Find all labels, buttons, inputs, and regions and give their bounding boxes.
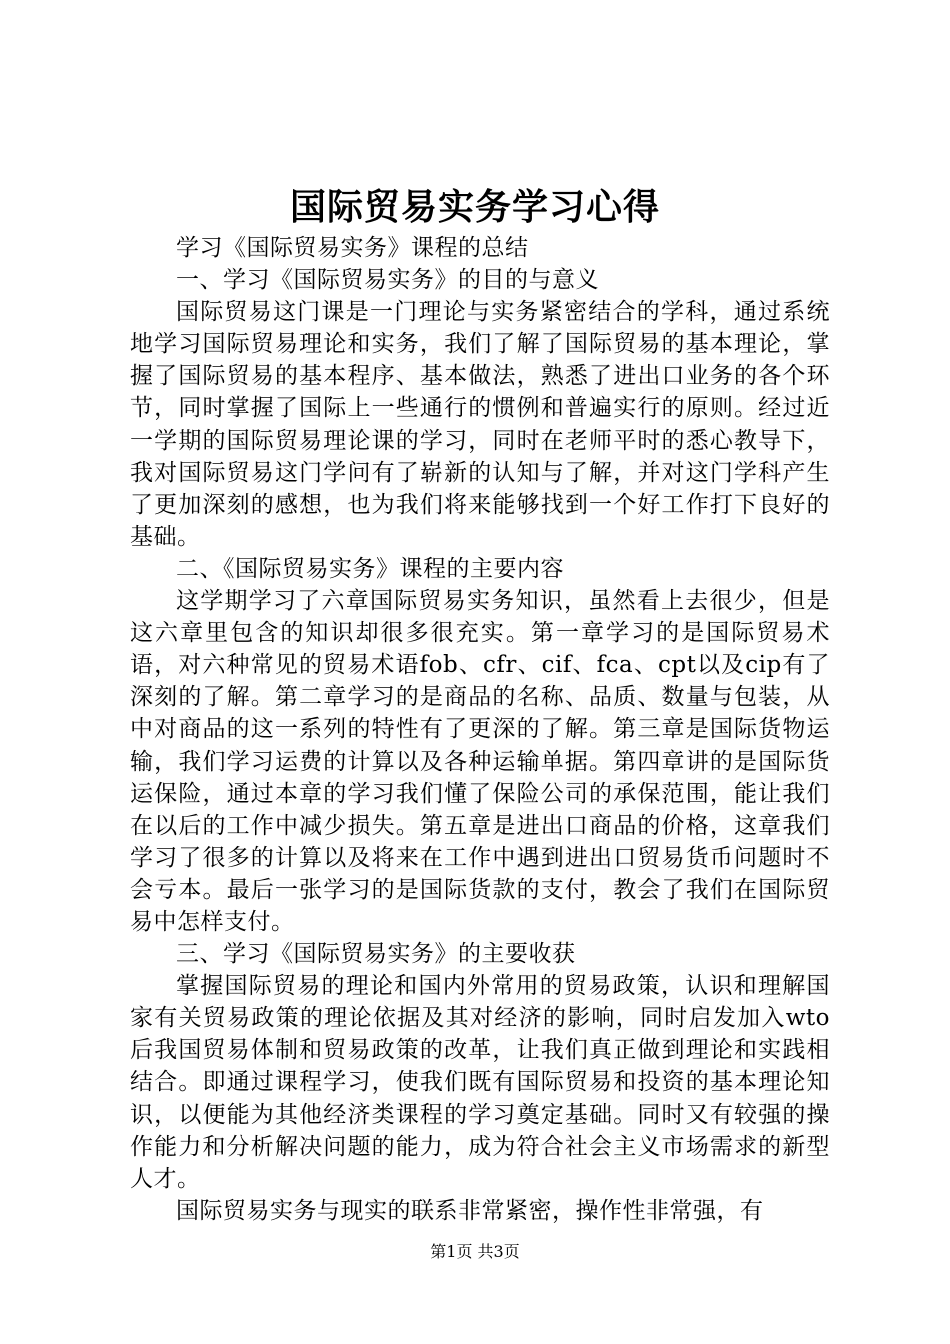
document-body: [130, 232, 830, 1227]
section-heading-content: 二、《国际贸易实务》课程的主要内容: [176, 555, 564, 582]
paragraph-purpose: 国际贸易这门课是一门理论与实务紧密结合的学科，通过系统地学习国际贸易理论和实务，我们了解了国际贸易的基本理论，掌握了国际贸易的基本程序、基本做法，熟悉了进出口业务的各个环节，同时掌握了国际上一些通行的惯例和普遍实行的原则。经过近一学期的国际贸易理论课的学习，同时在老师平时的悉心教导下，我对国际贸易这门学问有了崭新的认知与了解，并对这门学科产生了更加深刻的感想，也为我们将来能够找到一个好工作打下良好的基础。: [130, 299, 830, 550]
paragraph-summary-heading: 学习《国际贸易实务》课程的总结: [176, 235, 529, 261]
paragraph-practice: 国际贸易实务与现实的联系非常紧密，操作性非常强，有: [176, 1197, 764, 1224]
paragraph-content: 这学期学习了六章国际贸易实务知识，虽然看上去很少，但是这六章里包含的知识却很多很充实。第一章学习的是国际贸易术语，对六种常见的贸易术语fob、cfr、cif、fca、cpt以及cip有了深刻的了解。第二章学习的是商品的名称、品质、数量与包装，从中对商品的这一系列的特性有了更深的了解。第三章是国际货物运输，我们学习运费的计算以及各种运输单据。第四章讲的是国际货运保险，通过本章的学习我们懂了保险公司的承保范围，能让我们在以后的工作中减少损失。第五章是进出口商品的价格，这章我们学习了很多的计算以及将来在工作中遇到进出口贸易货币问题时不会亏本。最后一张学习的是国际货款的支付，教会了我们在国际贸易中怎样支付。: [130, 588, 830, 935]
section-heading-purpose: 一、学习《国际贸易实务》的目的与意义: [176, 267, 599, 294]
paragraph-gains: 掌握国际贸易的理论和国内外常用的贸易政策，认识和理解国家有关贸易政策的理论依据及其对经济的影响，同时启发加入wto后我国贸易体制和贸易政策的改革，让我们真正做到理论和实践相结合。即通过课程学习，使我们既有国际贸易和投资的基本理论知识，以便能为其他经济类课程的学习奠定基础。同时又有较强的操作能力和分析解决问题的能力，成为符合社会主义市场需求的新型人才。: [130, 973, 830, 1192]
section-heading-gains: 三、学习《国际贸易实务》的主要收获: [176, 941, 576, 968]
document-title: 国际贸易实务学习心得: [289, 186, 660, 228]
page-number-footer: 第1页 共3页: [430, 1242, 520, 1261]
